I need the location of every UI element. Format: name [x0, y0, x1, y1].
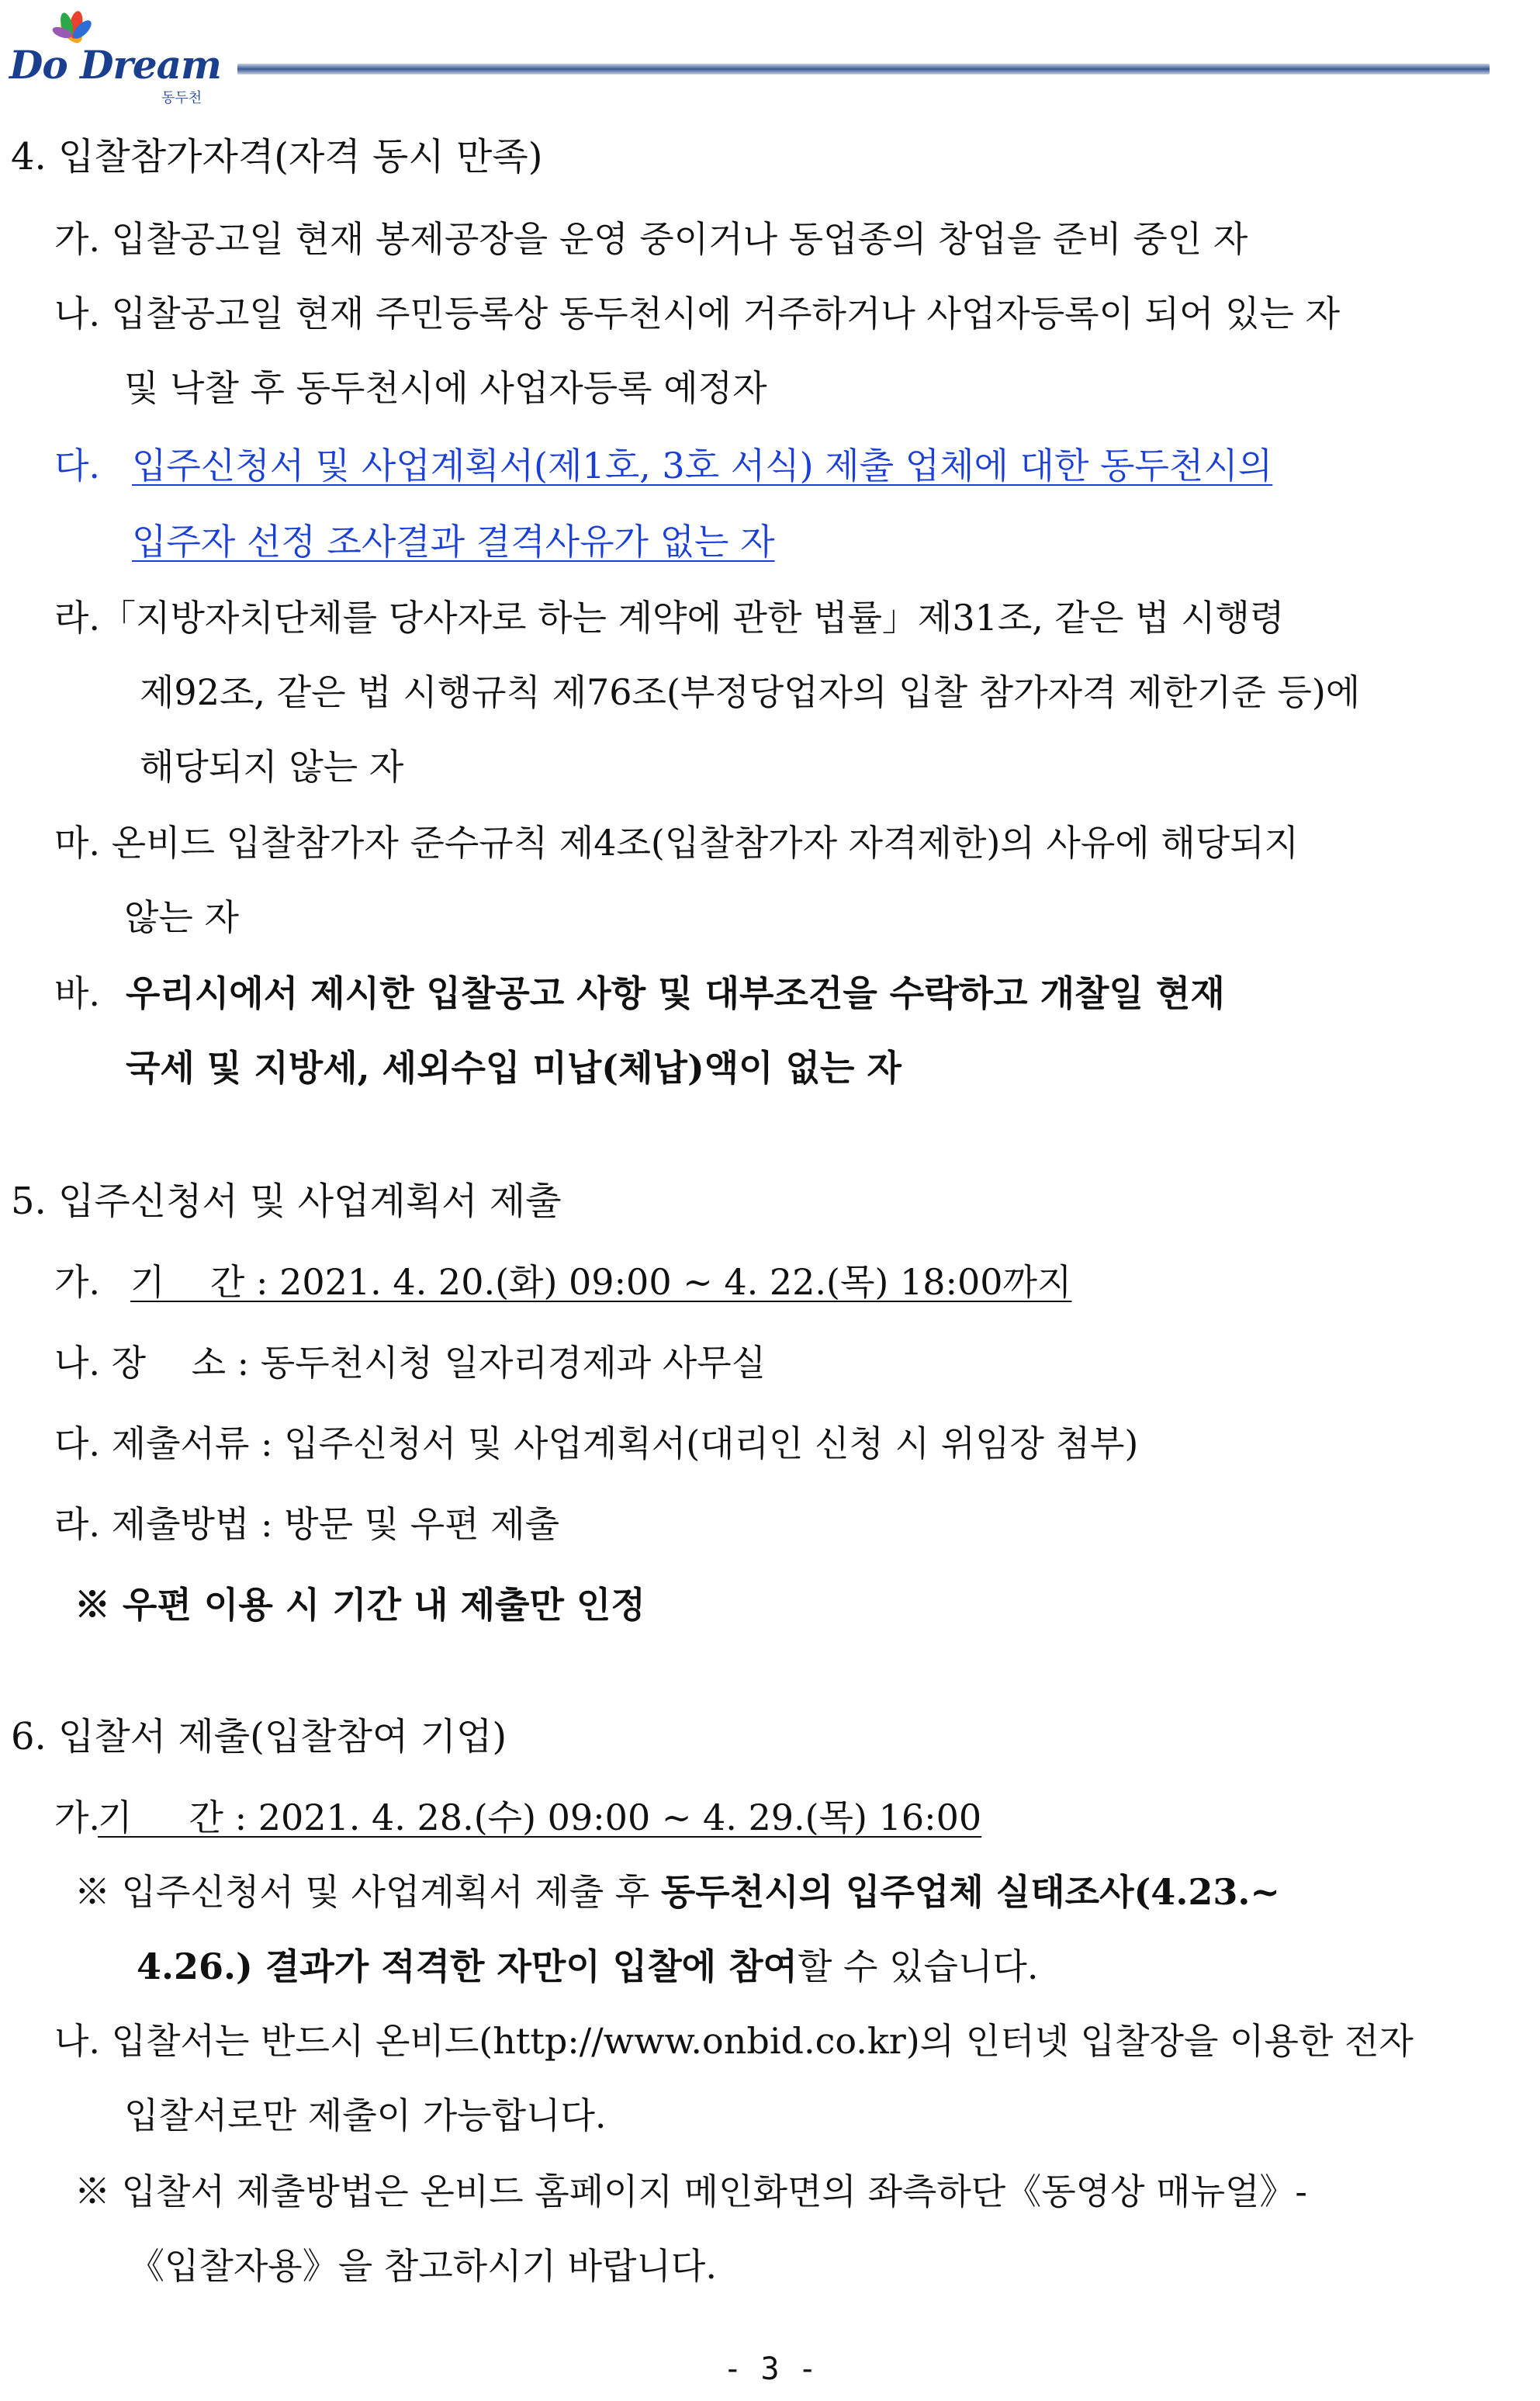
- section-4-title: 4. 입찰참가자격(자격 동시 만족): [11, 135, 543, 178]
- s4-item-ga: [54, 216, 1496, 262]
- logo-subtext: 동두천: [161, 90, 202, 106]
- s6-item-ga-prefix: 가.: [54, 1796, 101, 1838]
- logo: [9, 2, 234, 106]
- section-6-title: 6. 입찰서 제출(입찰참여 기업): [11, 1715, 507, 1758]
- s6-note4: 《입찰자용》을 참고하시기 바랍니다.: [129, 2245, 717, 2287]
- s6-note2-text: 할 수 있습니다.: [798, 1945, 1039, 1987]
- s6-note2: [137, 1943, 1038, 1990]
- header-rule: [237, 64, 1490, 74]
- s6-note1-bold: 동두천시의 입주업체 실태조사(4.23.~: [660, 1871, 1280, 1913]
- s4-item-ba-line1: 우리시에서 제시한 입찰공고 사항 및 대부조건을 수락하고 개찰일 현재: [126, 972, 1225, 1014]
- s4-item-ra-line1: 라.「지방자치단체를 당사자로 하는 계약에 관한 법률」제31조, 같은 법 시행령: [54, 597, 1285, 639]
- s4-item-ba-prefix: 바.: [54, 972, 101, 1014]
- section-5-title: 5. 입주신청서 및 사업계획서 제출: [11, 1180, 562, 1223]
- s5-note: ※ 우편 이용 시 기간 내 제출만 인정: [74, 1584, 645, 1626]
- s5-documents: 다. 제출서류 : 입주신청서 및 사업계획서(대리인 신청 시 위임장 첨부): [54, 1422, 1139, 1464]
- s4-item-da-prefix: 다.: [54, 445, 101, 487]
- s4-item-ma-line1: 마. 온비드 입찰참가자 준수규칙 제4조(입찰참가자 자격제한)의 사유에 해당되지: [54, 822, 1299, 864]
- s5-item-ga-prefix: 가.: [54, 1261, 101, 1303]
- logo-text: Do Dream: [9, 42, 221, 88]
- s5-place: 나. 장 소 : 동두천시청 일자리경제과 사무실: [54, 1342, 767, 1384]
- s5-method: 라. 제출방법 : 방문 및 우편 제출: [54, 1503, 560, 1545]
- s4-item-da-line1: 입주신청서 및 사업계획서(제1호, 3호 서식) 제출 업체에 대한 동두천시의: [132, 445, 1273, 487]
- flower-logo-icon: [40, 2, 102, 48]
- s4-item-da-line2: 입주자 선정 조사결과 결격사유가 없는 자: [132, 521, 775, 563]
- s4-item-na-line2: 및 낙찰 후 동두천시에 사업자등록 예정자: [124, 367, 767, 409]
- s4-item-na-line1: 나. 입찰공고일 현재 주민등록상 동두천시에 거주하거나 사업자등록이 되어 있는 자: [54, 293, 1341, 334]
- s4-item-ma-line2: 않는 자: [124, 896, 239, 938]
- s6-item-na-line1: 나. 입찰서는 반드시 온비드(http://www.onbid.co.kr)의 인터넷 입찰장을 이용한 전자: [54, 2020, 1414, 2062]
- s6-item-na-line2: 입찰서로만 제출이 가능합니다.: [124, 2094, 607, 2136]
- s6-note2-bold: 4.26.) 결과가 적격한 자만이 입찰에 참여: [137, 1945, 798, 1987]
- s6-note1-text: ※ 입주신청서 및 사업계획서 제출 후: [74, 1871, 661, 1913]
- s4-item-ra-line3: 해당되지 않는 자: [140, 746, 404, 788]
- s6-note1: [74, 1869, 1280, 1915]
- s5-period: 기 간 : 2021. 4. 20.(화) 09:00 ~ 4. 22.(목) 18:00까지: [130, 1261, 1072, 1303]
- s4-item-ra-line2: 제92조, 같은 법 시행규칙 제76조(부정당업자의 입찰 참가자격 제한기준 등)에: [140, 671, 1361, 713]
- s6-period: 기 간 : 2021. 4. 28.(수) 09:00 ~ 4. 29.(목) 16:00: [98, 1796, 982, 1838]
- s4-item-ga-text: 가. 입찰공고일 현재 봉제공장을 운영 중이거나 동업종의 창업을 준비 중인 자: [54, 218, 1248, 260]
- s6-note3: ※ 입찰서 제출방법은 온비드 홈페이지 메인화면의 좌측하단《동영상 매뉴얼》-: [74, 2171, 1307, 2212]
- page-number: - 3 -: [723, 2351, 817, 2387]
- s4-item-ba-line2: 국세 및 지방세, 세외수입 미납(체납)액이 없는 자: [126, 1047, 902, 1089]
